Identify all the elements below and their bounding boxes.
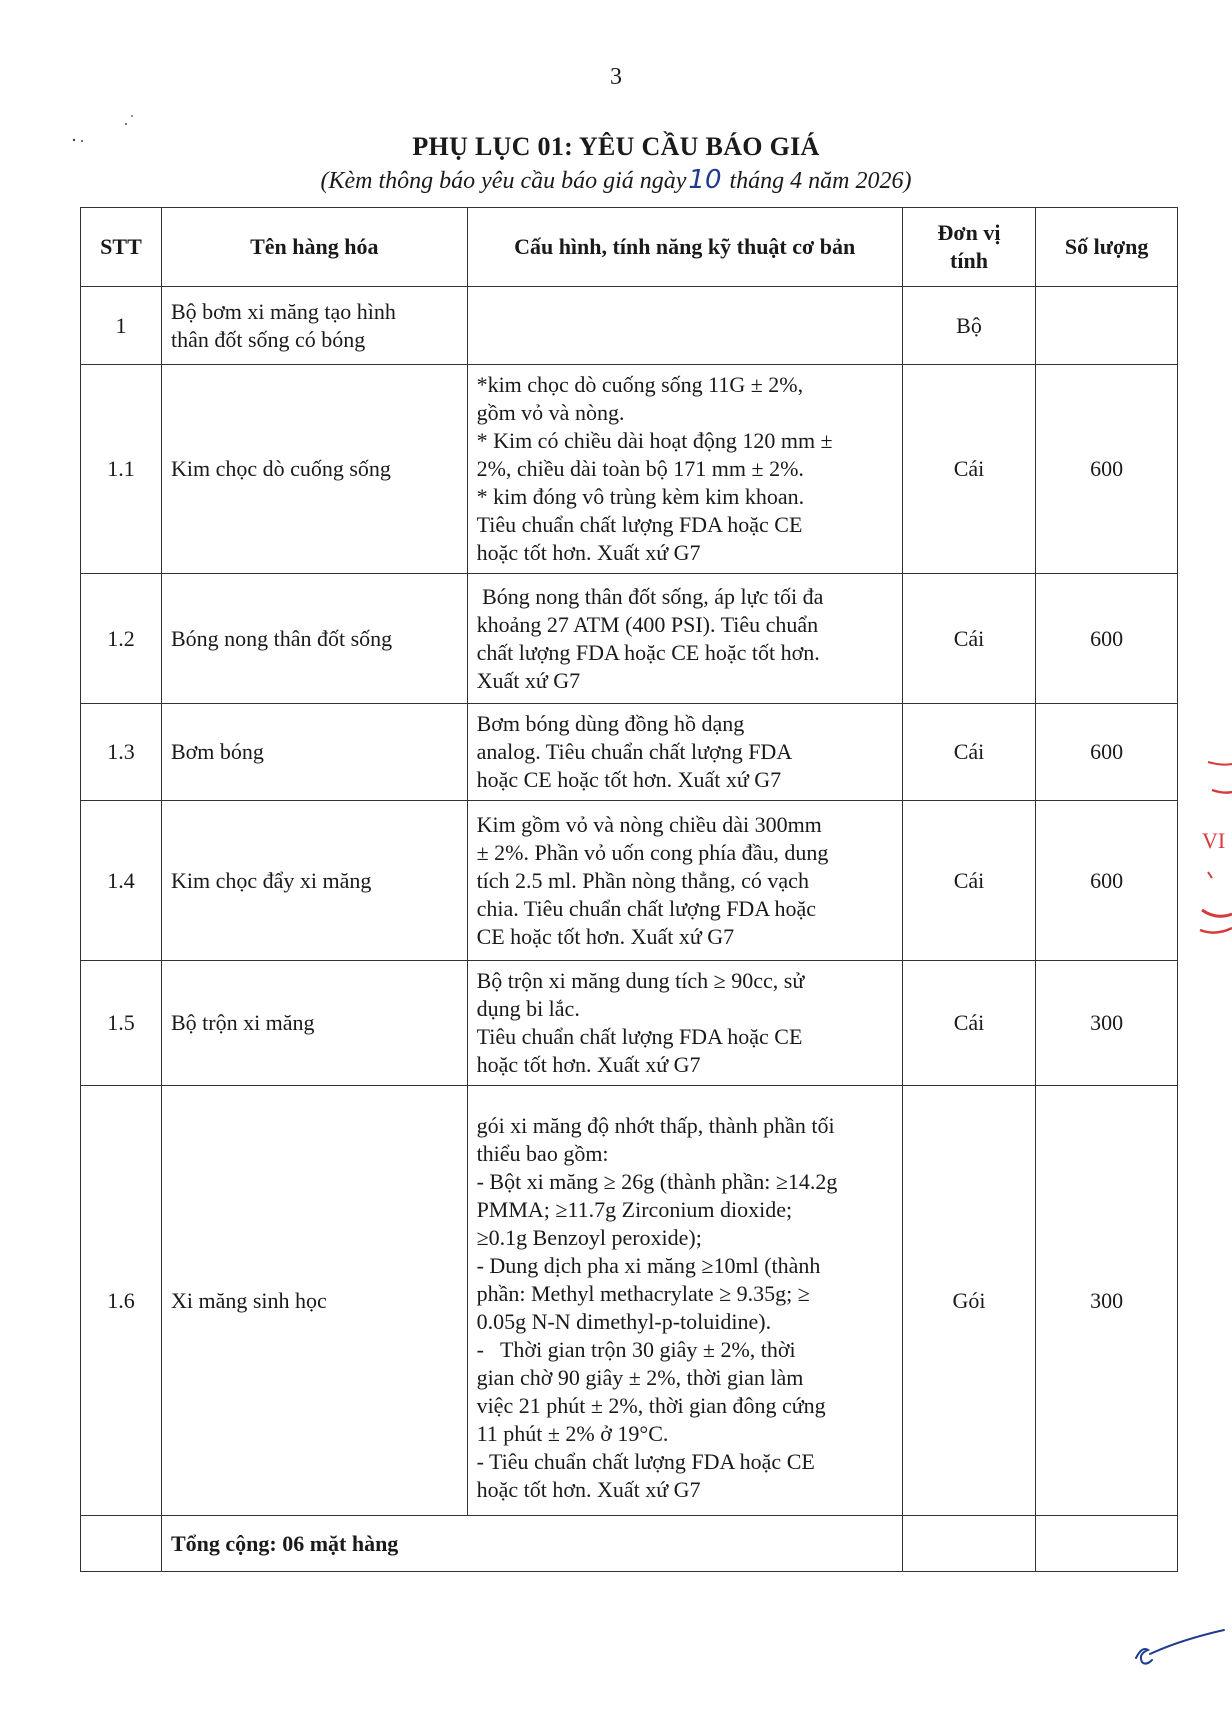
spec-line: phần: Methyl methacrylate ≥ 9.35g; ≥ <box>476 1280 810 1306</box>
row-spec <box>467 801 902 961</box>
spec-line: khoảng 27 ATM (400 PSI). Tiêu chuẩn <box>476 611 819 637</box>
table-row <box>81 1086 1178 1516</box>
spec-line: * Kim có chiều dài hoạt động 120 mm ± <box>476 428 833 453</box>
spec-line: * kim đóng vô trùng kèm kim khoan. <box>476 484 805 509</box>
spec-line: PMMA; ≥11.7g Zirconium dioxide; <box>476 1196 793 1222</box>
spec-line: - Bột xi măng ≥ 26g (thành phần: ≥14.2g <box>476 1168 838 1194</box>
subtitle-after: tháng 4 năm 2026) <box>729 168 912 194</box>
row-unit: Cái <box>902 574 1036 704</box>
spec-line: *kim chọc dò cuống sống 11G ± 2%, <box>476 372 804 397</box>
name-line: thân đốt sống có bóng <box>170 326 366 352</box>
header-unit-line2: tính <box>950 248 988 273</box>
table-row <box>81 365 1178 574</box>
spec-line: - Dung dịch pha xi măng ≥10ml (thành <box>476 1252 821 1278</box>
spec-line: ≥0.1g Benzoyl peroxide); <box>476 1224 702 1250</box>
row-name <box>161 1086 467 1516</box>
row-stt: 1 <box>81 287 162 365</box>
row-name <box>161 961 467 1086</box>
table-row <box>81 961 1178 1086</box>
row-qty: 600 <box>1036 574 1178 704</box>
row-unit: Cái <box>902 801 1036 961</box>
row-name <box>161 574 467 704</box>
spec-line: Bơm bóng dùng đồng hồ dạng <box>476 711 745 736</box>
row-qty: 600 <box>1036 801 1178 961</box>
row-spec <box>467 365 902 574</box>
row-stt: 1.3 <box>81 704 162 801</box>
spec-line: chia. Tiêu chuẩn chất lượng FDA hoặc <box>476 895 817 921</box>
spec-line: - Thời gian trộn 30 giây ± 2%, thời <box>476 1336 796 1362</box>
row-unit: Cái <box>902 704 1036 801</box>
table-body <box>81 287 1178 1516</box>
spec-line: hoặc tốt hơn. Xuất xứ G7 <box>476 1476 701 1502</box>
row-unit: Gói <box>902 1086 1036 1516</box>
spec-line: CE hoặc tốt hơn. Xuất xứ G7 <box>476 923 735 949</box>
handwritten-signature <box>1130 1628 1230 1672</box>
row-spec <box>467 1086 902 1516</box>
spec-line: hoặc tốt hơn. Xuất xứ G7 <box>476 1052 701 1077</box>
table-row <box>81 801 1178 961</box>
table-row <box>81 574 1178 704</box>
name-line: Xi măng sinh học <box>170 1287 327 1313</box>
spec-line: gian chờ 90 giây ± 2%, thời gian làm <box>476 1364 804 1390</box>
spec-line: tích 2.5 ml. Phần nòng thẳng, có vạch <box>476 867 809 893</box>
total-row <box>81 1516 1178 1572</box>
row-qty: 600 <box>1036 365 1178 574</box>
table-row <box>81 287 1178 365</box>
row-qty: 300 <box>1036 961 1178 1086</box>
row-stt: 1.2 <box>81 574 162 704</box>
row-unit: Bộ <box>902 287 1036 365</box>
name-line: Bộ trộn xi măng <box>170 1010 315 1035</box>
name-line: Bộ bơm xi măng tạo hình <box>170 298 396 324</box>
header-name: Tên hàng hóa <box>161 208 467 287</box>
spec-line: hoặc CE hoặc tốt hơn. Xuất xứ G7 <box>476 767 782 792</box>
table-row <box>81 704 1178 801</box>
total-label: Tổng cộng: 06 mặt hàng <box>161 1516 902 1572</box>
header-stt: STT <box>81 208 162 287</box>
red-stamp-fragment <box>1198 760 1232 950</box>
row-qty <box>1036 287 1178 365</box>
row-spec <box>467 574 902 704</box>
row-spec <box>467 704 902 801</box>
row-name <box>161 287 467 365</box>
spec-line: gồm vỏ và nòng. <box>476 400 625 425</box>
header-unit <box>902 208 1036 287</box>
row-unit: Cái <box>902 365 1036 574</box>
spec-line: Xuất xứ G7 <box>476 667 581 693</box>
subtitle-before: (Kèm thông báo yêu cầu báo giá ngày <box>320 168 687 194</box>
total-qty-cell <box>1036 1516 1178 1572</box>
header-spec: Cấu hình, tính năng kỹ thuật cơ bản <box>467 208 902 287</box>
page-title: PHỤ LỤC 01: YÊU CẦU BÁO GIÁ <box>412 132 820 161</box>
stamp-text: VI <box>1202 828 1226 853</box>
spec-line: Tiêu chuẩn chất lượng FDA hoặc CE <box>476 1024 803 1049</box>
row-stt: 1.1 <box>81 365 162 574</box>
row-name <box>161 704 467 801</box>
spec-line: gói xi măng độ nhớt thấp, thành phần tối <box>476 1112 835 1138</box>
row-stt: 1.4 <box>81 801 162 961</box>
page-subtitle <box>0 165 1232 195</box>
name-line: Bóng nong thân đốt sống <box>170 625 393 651</box>
quotation-table <box>80 207 1178 1572</box>
total-unit-cell <box>902 1516 1036 1572</box>
table-header-row <box>81 208 1178 287</box>
name-line: Bơm bóng <box>170 739 264 764</box>
name-line: Kim chọc đẩy xi măng <box>170 867 372 893</box>
page-number: 3 <box>610 64 622 90</box>
spec-line: hoặc tốt hơn. Xuất xứ G7 <box>476 540 701 565</box>
row-spec <box>467 961 902 1086</box>
spec-line: Bóng nong thân đốt sống, áp lực tối đa <box>476 583 824 609</box>
spec-line: Tiêu chuẩn chất lượng FDA hoặc CE <box>476 512 803 537</box>
row-qty: 600 <box>1036 704 1178 801</box>
row-unit: Cái <box>902 961 1036 1086</box>
row-name <box>161 365 467 574</box>
spec-line: thiểu bao gồm: <box>476 1140 609 1166</box>
spec-line: 11 phút ± 2% ở 19°C. <box>476 1420 669 1446</box>
name-line: Kim chọc dò cuống sống <box>170 456 391 481</box>
row-stt: 1.6 <box>81 1086 162 1516</box>
spec-line: 0.05g N-N dimethyl-p-toluidine). <box>476 1308 772 1334</box>
spec-line: ± 2%. Phần vỏ uốn cong phía đầu, dung <box>476 839 829 865</box>
header-qty: Số lượng <box>1036 208 1178 287</box>
spec-line: chất lượng FDA hoặc CE hoặc tốt hơn. <box>476 639 820 665</box>
row-name <box>161 801 467 961</box>
header-unit-line1: Đơn vị <box>937 220 1001 245</box>
spec-line: analog. Tiêu chuẩn chất lượng FDA <box>476 739 793 764</box>
total-stt-cell <box>81 1516 162 1572</box>
spec-line: 2%, chiều dài toàn bộ 171 mm ± 2%. <box>476 456 804 481</box>
row-stt: 1.5 <box>81 961 162 1086</box>
row-qty: 300 <box>1036 1086 1178 1516</box>
spec-line: dụng bi lắc. <box>476 996 580 1021</box>
row-spec <box>467 287 902 365</box>
spec-line: Bộ trộn xi măng dung tích ≥ 90cc, sử <box>476 968 805 993</box>
spec-line: Kim gồm vỏ và nòng chiều dài 300mm <box>476 811 822 837</box>
spec-line: việc 21 phút ± 2%, thời gian đông cứng <box>476 1392 826 1418</box>
scan-specks <box>70 110 150 150</box>
spec-line: - Tiêu chuẩn chất lượng FDA hoặc CE <box>476 1448 815 1474</box>
handwritten-day: 10 <box>688 165 722 195</box>
